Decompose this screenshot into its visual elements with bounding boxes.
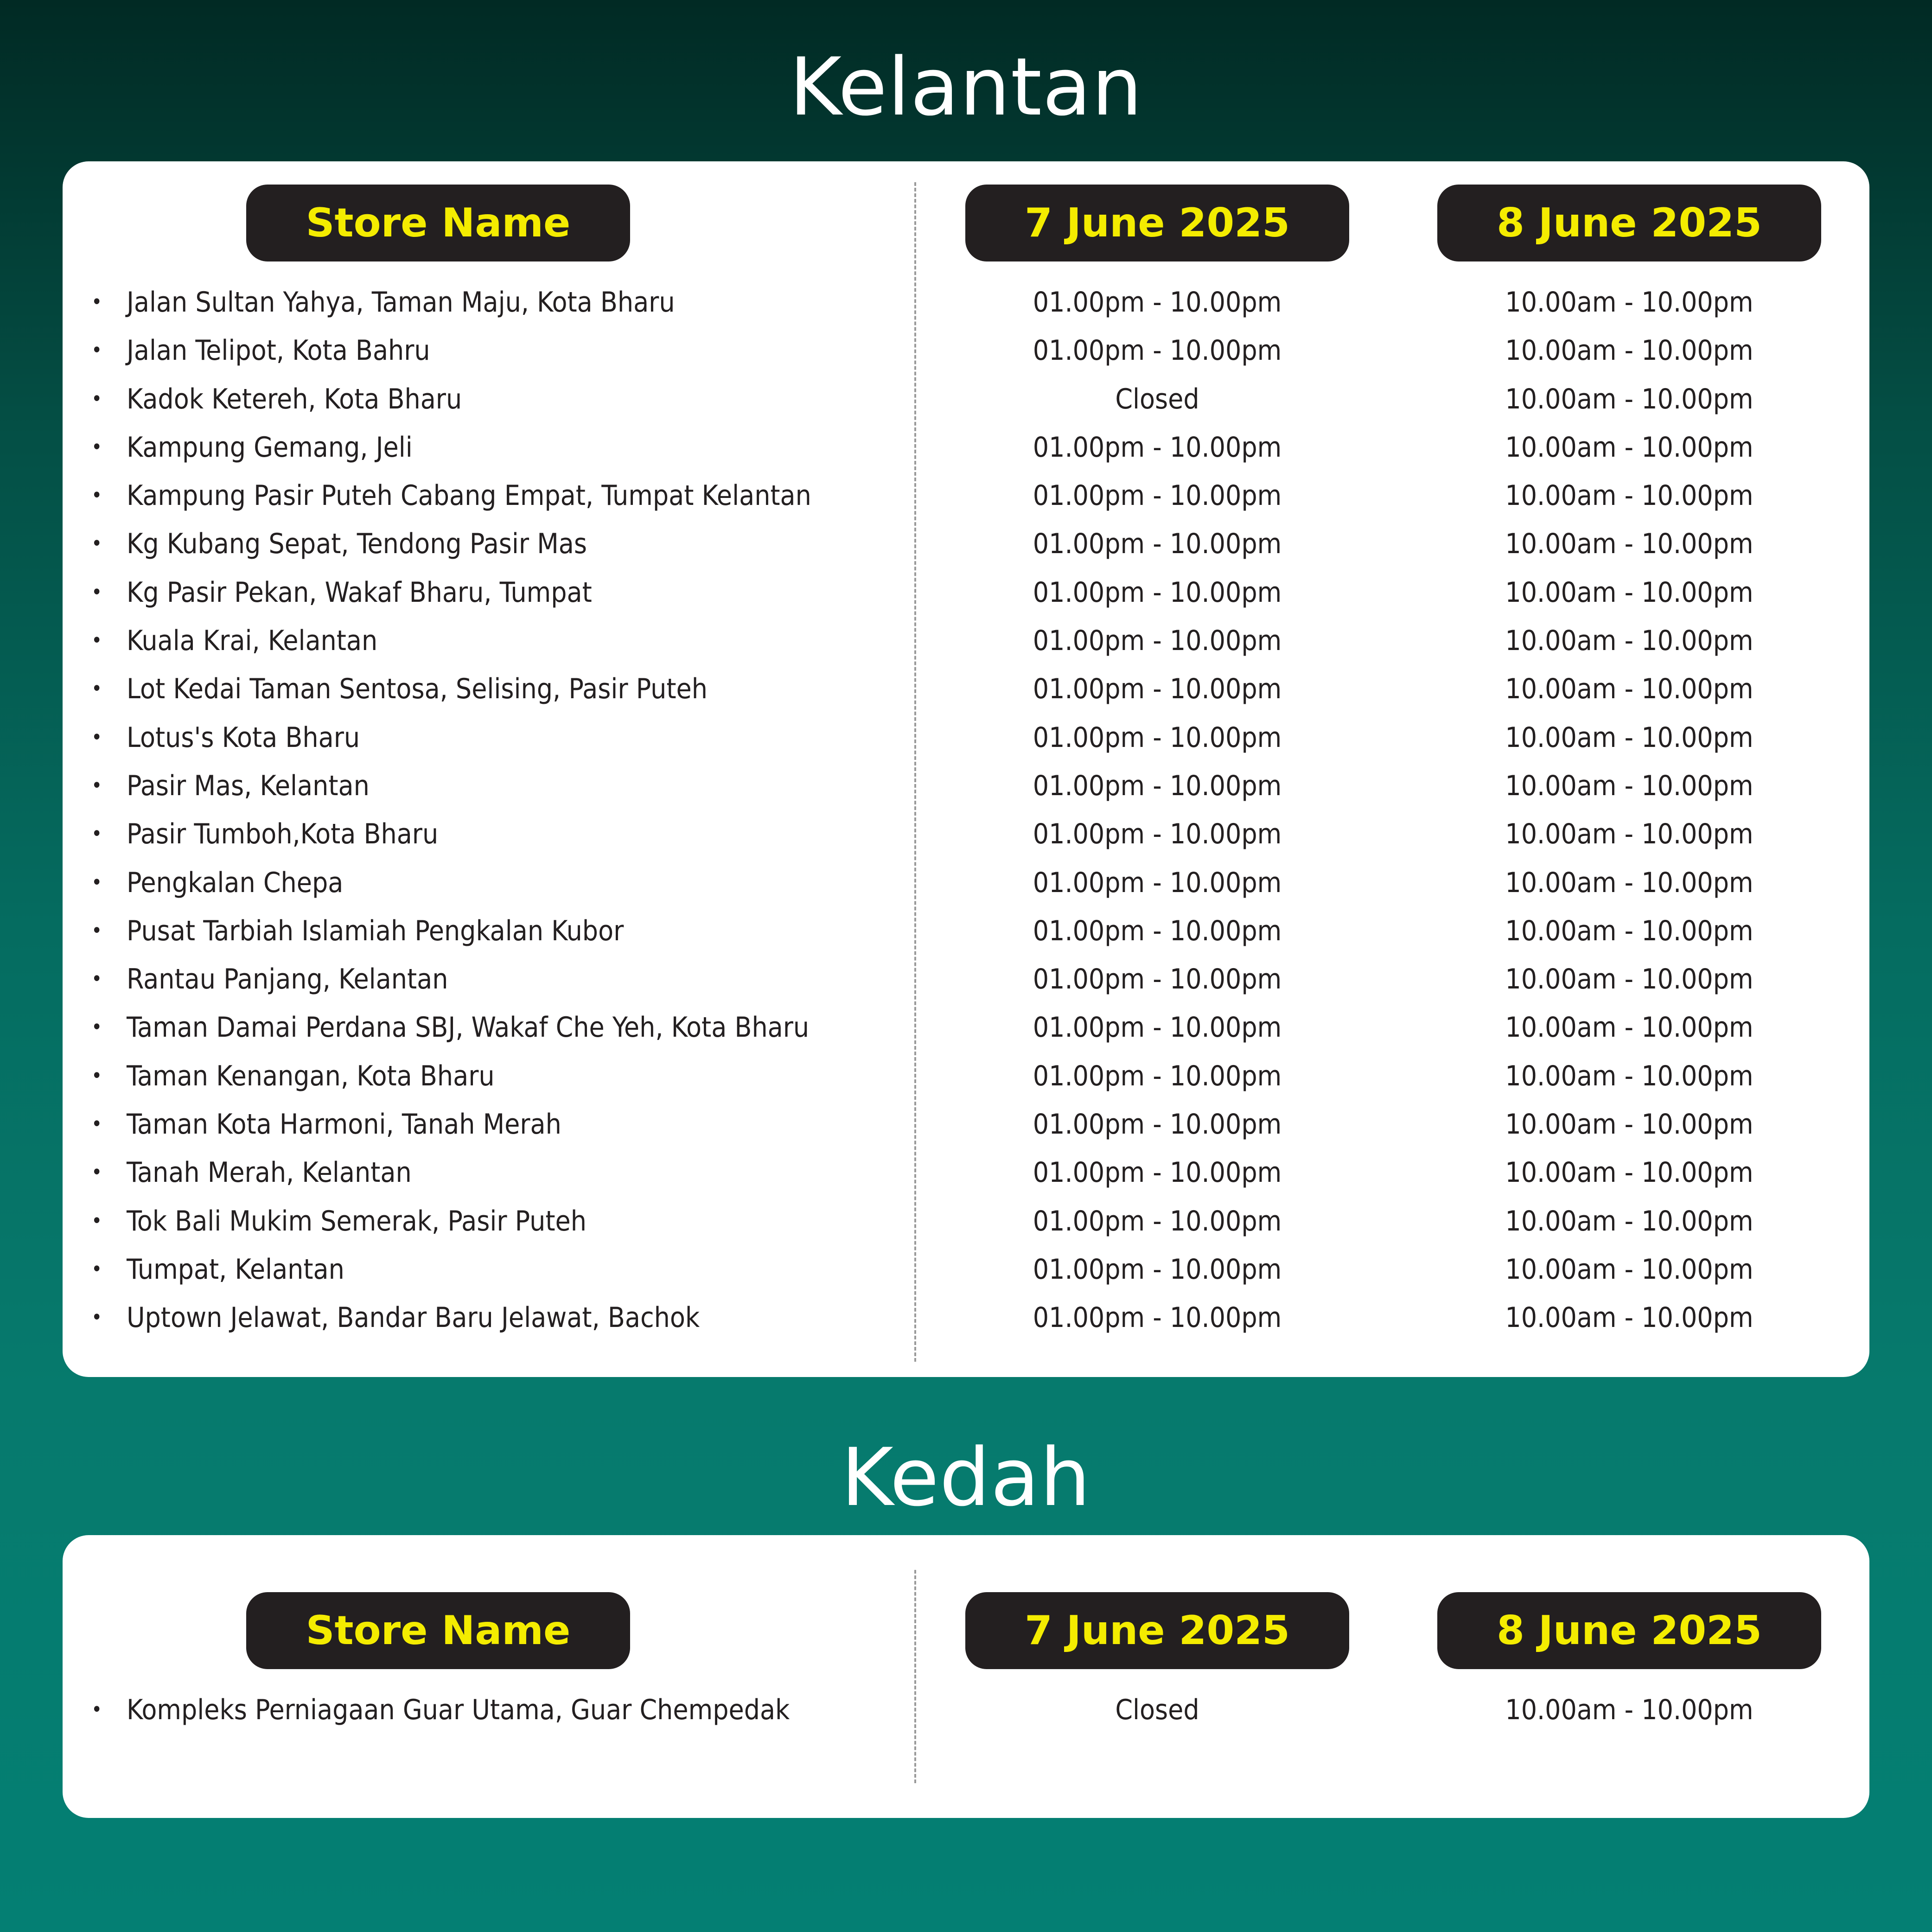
- day1-hours: 01.00pm - 10.00pm: [1033, 431, 1282, 464]
- day2-hours: 10.00am - 10.00pm: [1505, 286, 1753, 319]
- store-hours-card-kedah: [63, 1535, 1869, 1818]
- store-list-kedah: [63, 1691, 1869, 1740]
- day1-hours: 01.00pm - 10.00pm: [1033, 914, 1282, 947]
- store-row: [63, 1009, 1869, 1057]
- day2-hours: 10.00am - 10.00pm: [1505, 431, 1753, 464]
- store-row: [63, 574, 1869, 622]
- store-name: Jalan Telipot, Kota Bahru: [127, 334, 430, 367]
- bullet: •: [91, 629, 102, 653]
- bullet: •: [91, 967, 102, 991]
- store-name: Kampung Gemang, Jeli: [127, 431, 413, 464]
- store-row: [63, 1058, 1869, 1106]
- store-list-kelantan: [63, 284, 1869, 1348]
- day2-hours: 10.00am - 10.00pm: [1505, 334, 1753, 367]
- day2-hours: 10.00am - 10.00pm: [1505, 721, 1753, 754]
- day2-hours: 10.00am - 10.00pm: [1505, 769, 1753, 802]
- store-hours-card-kelantan: [63, 161, 1869, 1377]
- store-row: [63, 622, 1869, 670]
- store-name-header: Store Name: [246, 185, 630, 261]
- day1-hours: Closed: [1115, 383, 1199, 415]
- store-row: [63, 1203, 1869, 1251]
- day1-hours: 01.00pm - 10.00pm: [1033, 721, 1282, 754]
- store-row: [63, 1154, 1869, 1202]
- bullet: •: [91, 773, 102, 797]
- store-name: Lotus's Kota Bharu: [127, 721, 360, 754]
- column-divider: [914, 1570, 916, 1783]
- store-name: Lot Kedai Taman Sentosa, Selising, Pasir Puteh: [127, 673, 708, 706]
- bullet: •: [91, 1306, 102, 1330]
- day1-hours: 01.00pm - 10.00pm: [1033, 1011, 1282, 1044]
- store-row: [63, 525, 1869, 574]
- day2-header: 8 June 2025: [1437, 1592, 1821, 1669]
- day2-hours: 10.00am - 10.00pm: [1505, 818, 1753, 851]
- day2-hours: 10.00am - 10.00pm: [1505, 1059, 1753, 1092]
- bullet: •: [91, 1698, 102, 1722]
- bullet: •: [91, 725, 102, 749]
- day2-hours: 10.00am - 10.00pm: [1505, 528, 1753, 561]
- bullet: •: [91, 822, 102, 846]
- store-name: Rantau Panjang, Kelantan: [127, 963, 448, 996]
- store-row: [63, 284, 1869, 332]
- store-row: [63, 1251, 1869, 1299]
- bullet: •: [91, 435, 102, 459]
- store-name: Pasir Tumboh,Kota Bharu: [127, 818, 439, 851]
- store-row: [63, 1691, 1869, 1740]
- bullet: •: [91, 677, 102, 701]
- day1-hours: 01.00pm - 10.00pm: [1033, 769, 1282, 802]
- store-name: Kg Pasir Pekan, Wakaf Bharu, Tumpat: [127, 576, 592, 609]
- store-name: Kg Kubang Sepat, Tendong Pasir Mas: [127, 528, 587, 561]
- store-name: Tanah Merah, Kelantan: [127, 1156, 412, 1189]
- store-row: [63, 961, 1869, 1009]
- store-row: [63, 670, 1869, 719]
- store-name: Pasir Mas, Kelantan: [127, 769, 370, 802]
- bullet: •: [91, 1112, 102, 1136]
- day2-hours: 10.00am - 10.00pm: [1505, 576, 1753, 609]
- store-name: Uptown Jelawat, Bandar Baru Jelawat, Bachok: [127, 1301, 700, 1334]
- bullet: •: [91, 1160, 102, 1185]
- day2-hours: 10.00am - 10.00pm: [1505, 1205, 1753, 1237]
- day2-hours: 10.00am - 10.00pm: [1505, 1694, 1753, 1726]
- day1-header: 7 June 2025: [965, 1592, 1349, 1669]
- store-name: Tok Bali Mukim Semerak, Pasir Puteh: [127, 1205, 587, 1237]
- store-row: [63, 767, 1869, 816]
- day1-hours: 01.00pm - 10.00pm: [1033, 1108, 1282, 1141]
- day2-hours: 10.00am - 10.00pm: [1505, 479, 1753, 512]
- day1-hours: 01.00pm - 10.00pm: [1033, 528, 1282, 561]
- day2-hours: 10.00am - 10.00pm: [1505, 625, 1753, 657]
- day2-hours: 10.00am - 10.00pm: [1505, 1156, 1753, 1189]
- day2-hours: 10.00am - 10.00pm: [1505, 914, 1753, 947]
- day2-hours: 10.00am - 10.00pm: [1505, 866, 1753, 899]
- day2-hours: 10.00am - 10.00pm: [1505, 1108, 1753, 1141]
- day1-hours: 01.00pm - 10.00pm: [1033, 963, 1282, 996]
- day1-hours: 01.00pm - 10.00pm: [1033, 479, 1282, 512]
- day1-hours: 01.00pm - 10.00pm: [1033, 818, 1282, 851]
- day1-hours: 01.00pm - 10.00pm: [1033, 286, 1282, 319]
- store-name: Taman Kenangan, Kota Bharu: [127, 1059, 495, 1092]
- store-name: Pusat Tarbiah Islamiah Pengkalan Kubor: [127, 914, 624, 947]
- day2-hours: 10.00am - 10.00pm: [1505, 963, 1753, 996]
- bullet: •: [91, 290, 102, 314]
- store-name: Taman Kota Harmoni, Tanah Merah: [127, 1108, 561, 1141]
- bullet: •: [91, 580, 102, 604]
- bullet: •: [91, 1015, 102, 1039]
- day1-hours: 01.00pm - 10.00pm: [1033, 673, 1282, 706]
- day2-hours: 10.00am - 10.00pm: [1505, 1301, 1753, 1334]
- day1-hours: 01.00pm - 10.00pm: [1033, 1205, 1282, 1237]
- day1-hours: Closed: [1115, 1694, 1199, 1726]
- bullet: •: [91, 870, 102, 894]
- store-name: Kadok Ketereh, Kota Bharu: [127, 383, 462, 415]
- store-name: Jalan Sultan Yahya, Taman Maju, Kota Bharu: [127, 286, 675, 319]
- bullet: •: [91, 338, 102, 363]
- day2-hours: 10.00am - 10.00pm: [1505, 1011, 1753, 1044]
- bullet: •: [91, 532, 102, 556]
- section-title-kelantan: Kelantan: [789, 40, 1143, 134]
- day1-hours: 01.00pm - 10.00pm: [1033, 1301, 1282, 1334]
- store-row: [63, 1299, 1869, 1347]
- day1-header: 7 June 2025: [965, 185, 1349, 261]
- store-row: [63, 816, 1869, 864]
- store-row: [63, 332, 1869, 380]
- store-row: [63, 429, 1869, 477]
- day1-hours: 01.00pm - 10.00pm: [1033, 625, 1282, 657]
- store-row: [63, 864, 1869, 912]
- store-name: Taman Damai Perdana SBJ, Wakaf Che Yeh, Kota Bharu: [127, 1011, 810, 1044]
- store-name-header: Store Name: [246, 1592, 630, 1669]
- day1-hours: 01.00pm - 10.00pm: [1033, 1253, 1282, 1286]
- day1-hours: 01.00pm - 10.00pm: [1033, 334, 1282, 367]
- store-row: [63, 719, 1869, 767]
- bullet: •: [91, 484, 102, 508]
- bullet: •: [91, 918, 102, 943]
- section-title-kedah: Kedah: [841, 1431, 1091, 1524]
- day1-hours: 01.00pm - 10.00pm: [1033, 866, 1282, 899]
- day1-hours: 01.00pm - 10.00pm: [1033, 576, 1282, 609]
- day2-hours: 10.00am - 10.00pm: [1505, 1253, 1753, 1286]
- bullet: •: [91, 387, 102, 411]
- bullet: •: [91, 1209, 102, 1233]
- store-row: [63, 381, 1869, 429]
- store-name: Kuala Krai, Kelantan: [127, 625, 378, 657]
- day1-hours: 01.00pm - 10.00pm: [1033, 1059, 1282, 1092]
- store-name: Kampung Pasir Puteh Cabang Empat, Tumpat Kelantan: [127, 479, 811, 512]
- day2-hours: 10.00am - 10.00pm: [1505, 383, 1753, 415]
- store-row: [63, 912, 1869, 961]
- day2-hours: 10.00am - 10.00pm: [1505, 673, 1753, 706]
- bullet: •: [91, 1064, 102, 1088]
- day1-hours: 01.00pm - 10.00pm: [1033, 1156, 1282, 1189]
- store-name: Kompleks Perniagaan Guar Utama, Guar Chempedak: [127, 1694, 790, 1726]
- bullet: •: [91, 1257, 102, 1281]
- store-name: Pengkalan Chepa: [127, 866, 344, 899]
- store-name: Tumpat, Kelantan: [127, 1253, 344, 1286]
- store-row: [63, 1106, 1869, 1154]
- day2-header: 8 June 2025: [1437, 185, 1821, 261]
- store-row: [63, 477, 1869, 525]
